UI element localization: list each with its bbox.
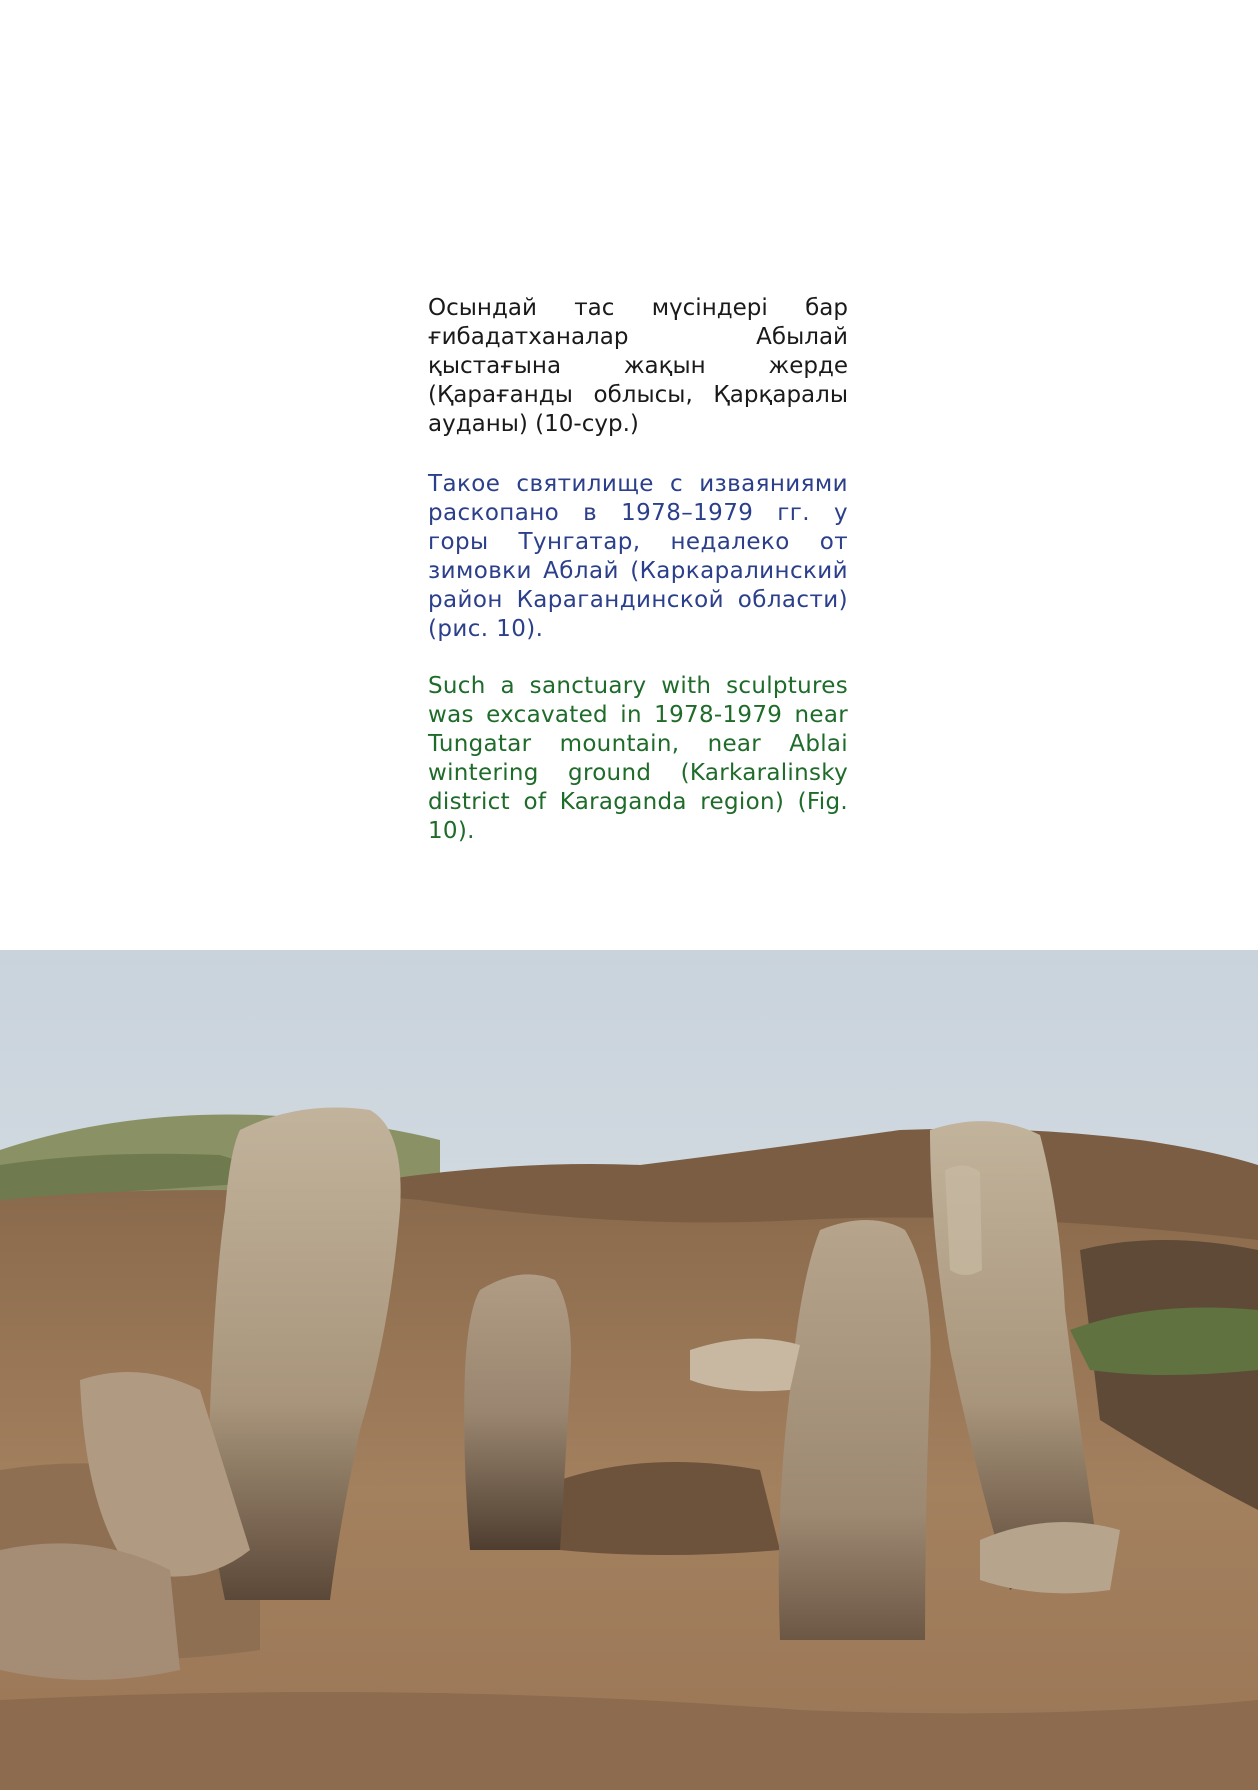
russian-caption-paragraph: Такое святилище с изваяниями раскопано в 1978–1979 гг. у горы Тунгатар, недалеко от зимовки Аблай (Каркаралинский район Карагандинской области) (рис. 10).: [428, 471, 848, 642]
english-caption-paragraph: Such a sanctuary with sculptures was excavated in 1978-1979 near Tungatar mountain, near Ablai wintering ground (Karkaralinsky district of Karaganda region) (Fig. 10).: [428, 673, 848, 844]
sanctuary-stone-statues-photo: [0, 950, 1258, 1790]
kazakh-caption-paragraph: Осындай тас мүсіндері бар ғибадатханалар Абылай қыстағына жақын жерде (Қарағанды облысы, Қарқаралы ауданы) (10-сур.): [428, 295, 848, 437]
